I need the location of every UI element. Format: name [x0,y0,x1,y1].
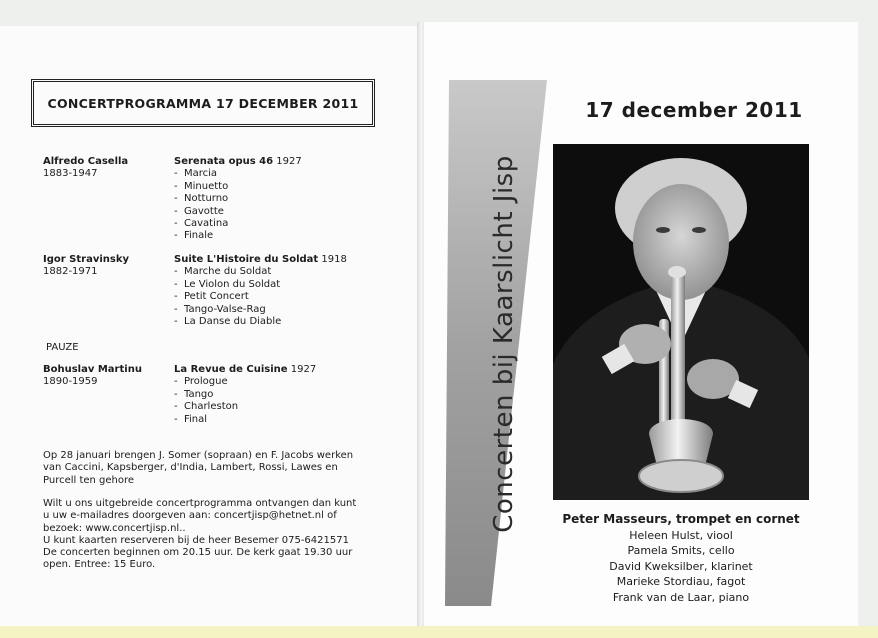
program-title-box [31,79,375,127]
work-title: La Revue de Cuisine [174,364,288,375]
movement-item: - Finale [174,230,302,242]
left-page [0,26,418,632]
work-histoire-du-soldat [174,254,347,328]
info-paragraph [43,498,373,572]
pause-label: PAUZE [46,342,79,353]
movement-item: - Notturno [174,193,302,205]
right-page [424,22,858,634]
text-line: Purcell ten gehore [43,474,135,486]
work-revue-de-cuisine [174,364,316,426]
composer-name: Igor Stravinsky [43,254,130,265]
composer-name: Bohuslav Martinu [43,364,142,375]
trumpeter-illustration [553,144,809,500]
composer-years: 1882-1971 [43,266,98,278]
movement-item: - Tango [174,389,316,401]
movement-item: - La Danse du Diable [174,316,347,328]
composer-stravinsky [43,254,129,279]
performer: David Kweksilber, klarinet [609,559,753,573]
text-line: Op 28 januari brengen J. Somer (sopraan) en F. Jacobs werken [43,450,354,461]
concert-date-heading: 17 december 2011 [585,98,803,122]
work-title: Suite L'Histoire du Soldat [174,254,319,265]
movement-item: - Tango-Valse-Rag [174,304,347,316]
movement-list [174,266,347,328]
work-serenata [174,156,302,243]
text-line: bezoek: www.concertjisp.nl.. [43,522,186,534]
trumpeter-photo [553,144,809,500]
movement-item: - Charleston [174,401,316,413]
movement-item: - Final [174,414,316,426]
movement-item: - Le Violon du Soldat [174,279,347,291]
work-year: 1927 [290,364,317,375]
performer-lead: Peter Masseurs, trompet en cornet [562,512,800,526]
performers-list [536,512,826,605]
movement-item: - Gavotte [174,206,302,218]
text-line: U kunt kaarten reserveren bij de heer Besemer 075-6421571 [43,534,349,546]
composer-casella [43,156,128,181]
movement-list [174,168,302,242]
movement-item: - Prologue [174,376,316,388]
text-line: open. Entree: 15 Euro. [43,559,156,571]
text-line: Wilt u ons uitgebreide concertprogramma ontvangen dan kunt [43,498,357,509]
composer-martinu [43,364,142,389]
vertical-series-title: Concerten bij Kaarslicht Jisp [489,155,519,533]
work-year: 1927 [276,156,302,167]
work-year: 1918 [321,254,347,265]
work-title: Serenata opus 46 [174,156,274,167]
movement-item: - Minuetto [174,181,302,193]
movement-item: - Marcia [174,168,302,180]
performer: Frank van de Laar, piano [612,590,750,604]
movement-item: - Cavatina [174,218,302,230]
composer-years: 1890-1959 [43,376,98,388]
announcement-paragraph [43,450,373,487]
performer: Pamela Smits, cello [627,544,735,557]
text-line: van Caccini, Kapsberger, d'India, Lambert, Rossi, Lawes en [43,462,338,474]
composer-name: Alfredo Casella [43,156,129,167]
text-line: De concerten beginnen om 20.15 uur. De kerk gaat 19.30 uur [43,547,353,559]
movement-item: - Marche du Soldat [174,266,347,278]
text-line: u uw e-mailadres doorgeven aan: concertjisp@hetnet.nl of [43,510,337,522]
movement-item: - Petit Concert [174,291,347,303]
performer: Marieke Stordiau, fagot [616,575,746,588]
bottom-strip [0,626,878,638]
movement-list [174,376,316,426]
composer-years: 1883-1947 [43,168,98,180]
program-title: CONCERTPROGRAMMA 17 DECEMBER 2011 [47,95,359,111]
performer: Heleen Hulst, viool [629,528,733,542]
